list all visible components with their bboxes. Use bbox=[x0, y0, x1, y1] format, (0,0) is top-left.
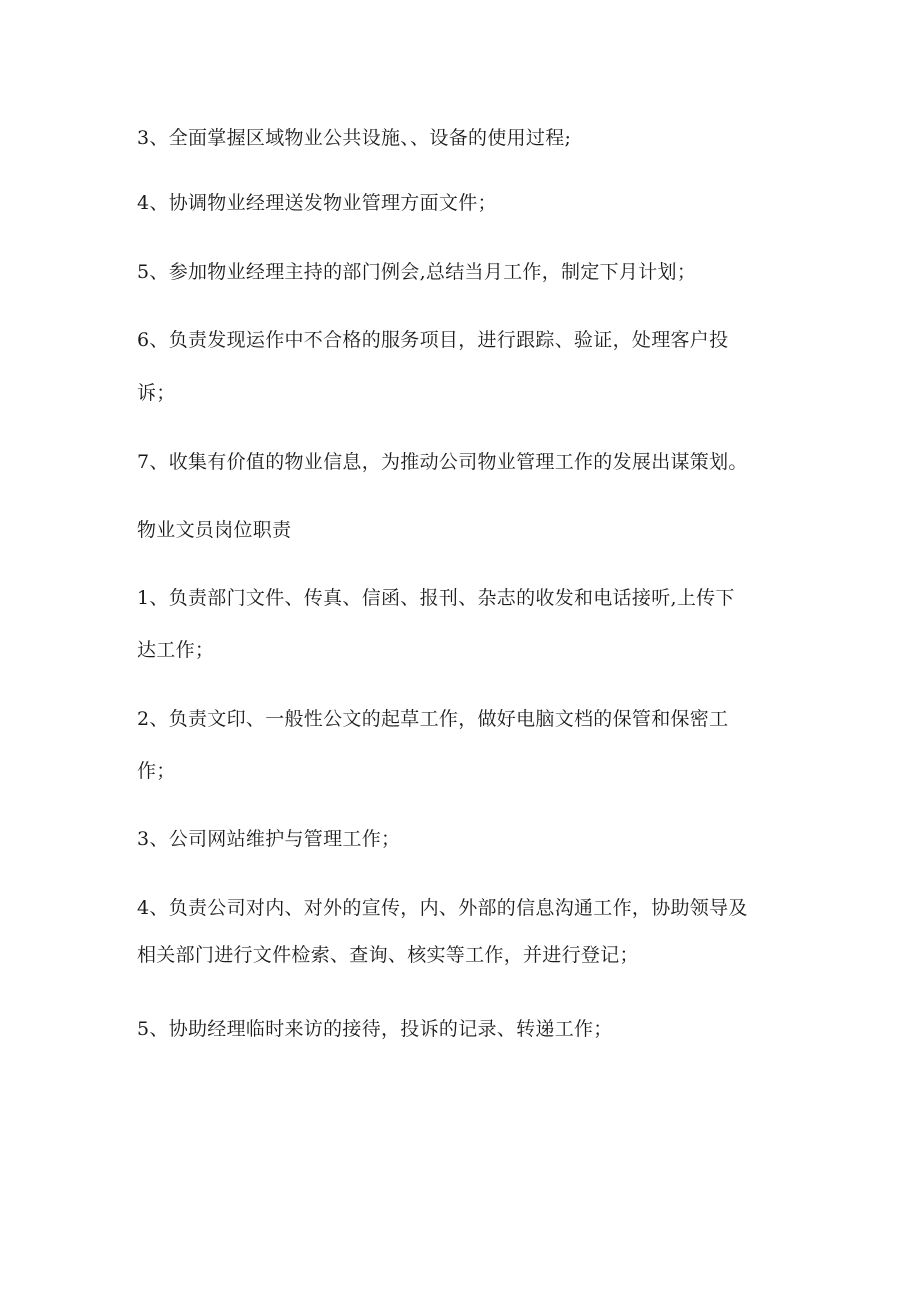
duty-item-4: 4、协调物业经理送发物业管理方面文件； bbox=[137, 192, 497, 214]
duty-item-3: 3、全面掌握区域物业公共设施、、设备的使用过程; bbox=[137, 127, 572, 149]
clerk-duty-2-line1: 2、负责文印、一般性公文的起草工作，做好电脑文档的保管和保密工 bbox=[137, 708, 729, 730]
clerk-duty-4-line2: 相关部门进行文件检索、查询、核实等工作，并进行登记； bbox=[137, 944, 639, 966]
clerk-duty-3: 3、公司网站维护与管理工作； bbox=[137, 828, 401, 850]
clerk-duty-5: 5、协助经理临时来访的接待，投诉的记录、转递工作； bbox=[137, 1018, 613, 1040]
duty-item-6-line2: 诉； bbox=[137, 382, 176, 404]
duty-item-6-line1: 6、负责发现运作中不合格的服务项目，进行跟踪、验证，处理客户投 bbox=[137, 329, 729, 351]
clerk-duty-1-line1: 1、负责部门文件、传真、信函、报刊、杂志的收发和电话接听,上传下 bbox=[137, 587, 735, 609]
clerk-duty-1-line2: 达工作； bbox=[137, 639, 215, 661]
clerk-duty-2-line2: 作； bbox=[137, 760, 176, 782]
duty-item-5: 5、参加物业经理主持的部门例会,总结当月工作，制定下月计划； bbox=[137, 261, 697, 283]
duty-item-7: 7、收集有价值的物业信息，为推动公司物业管理工作的发展出谋策划。 bbox=[137, 451, 748, 473]
clerk-duty-4-line1: 4、负责公司对内、对外的宣传，内、外部的信息沟通工作，协助领导及 bbox=[137, 897, 748, 919]
section-title: 物业文员岗位职责 bbox=[137, 519, 292, 541]
